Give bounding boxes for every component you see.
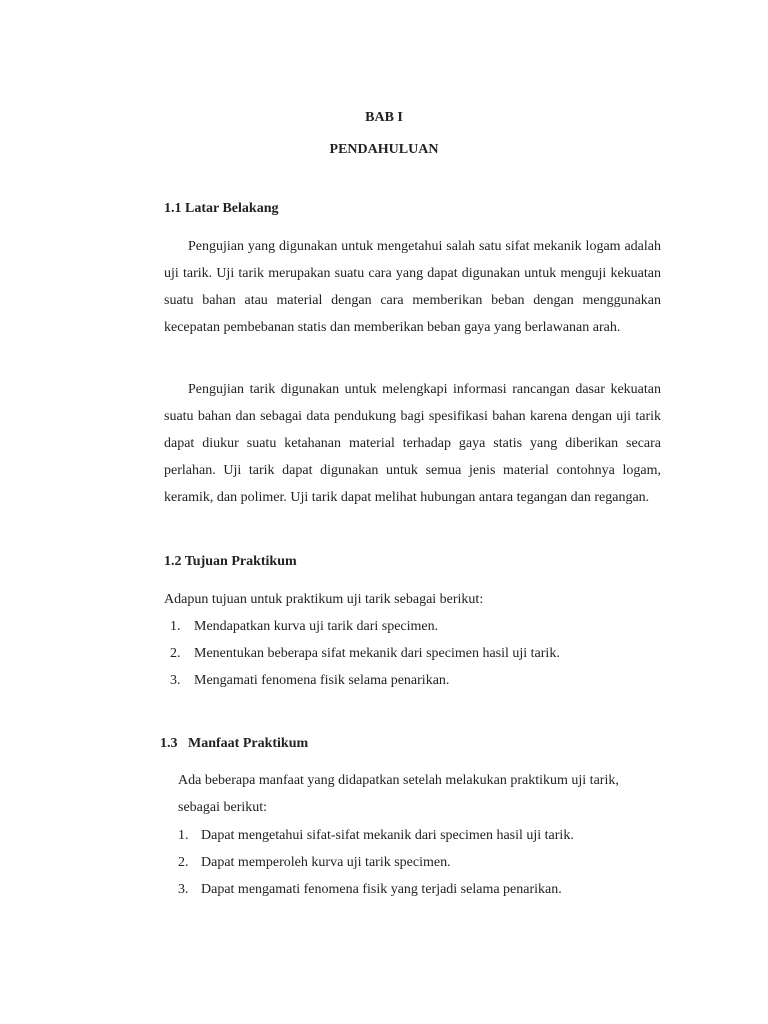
list-item-number: 1. bbox=[170, 619, 181, 634]
list-item-text: Dapat mengetahui sifat-sifat mekanik dari specimen hasil uji tarik. bbox=[201, 828, 574, 843]
manfaat-intro-line-1: Ada beberapa manfaat yang didapatkan setelah melakukan praktikum uji tarik, bbox=[178, 773, 619, 788]
list-item-number: 3. bbox=[178, 882, 189, 897]
list-item-text: Menentukan beberapa sifat mekanik dari specimen hasil uji tarik. bbox=[194, 646, 560, 661]
section-number: 1.3 bbox=[160, 736, 178, 751]
list-item-number: 1. bbox=[178, 828, 189, 843]
tujuan-intro: Adapun tujuan untuk praktikum uji tarik sebagai berikut: bbox=[164, 592, 484, 607]
manfaat-intro-line-2: sebagai berikut: bbox=[178, 800, 268, 815]
list-item-number: 2. bbox=[178, 855, 189, 870]
chapter-title: PENDAHULUAN bbox=[329, 142, 439, 157]
list-item-text: Dapat memperoleh kurva uji tarik specimen. bbox=[201, 855, 451, 870]
section-title: Manfaat Praktikum bbox=[188, 736, 309, 751]
list-item-text: Mendapatkan kurva uji tarik dari specimen. bbox=[194, 619, 439, 634]
list-item-number: 2. bbox=[170, 646, 181, 661]
chapter-label: BAB I bbox=[365, 110, 403, 125]
paragraph-1: Pengujian yang digunakan untuk mengetahui salah satu sifat mekanik logam adalah uji tarik. Uji tarik merupakan suatu cara yang dapat digunakan untuk menguji kekuatan suatu bahan atau material dengan cara memberikan beban dengan menggunakan kecepatan pembebanan statis dan memberikan beban gaya yang berlawanan arah. bbox=[164, 239, 661, 335]
paragraph-2: Pengujian tarik digunakan untuk melengkapi informasi rancangan dasar kekuatan suatu bahan dan sebagai data pendukung bagi spesifikasi bahan karena dengan uji tarik dapat diukur suatu ketahanan material terhadap gaya statis yang diberikan secara perlahan. Uji tarik dapat digunakan untuk semua jenis material contohnya logam, keramik, dan polimer. Uji tarik dapat melihat hubungan antara tegangan dan regangan. bbox=[164, 382, 661, 505]
list-item-number: 3. bbox=[170, 673, 181, 688]
list-item-text: Mengamati fenomena fisik selama penarikan. bbox=[194, 673, 450, 688]
list-item-text: Dapat mengamati fenomena fisik yang terjadi selama penarikan. bbox=[201, 882, 562, 897]
section-heading-tujuan: 1.2 Tujuan Praktikum bbox=[164, 554, 297, 569]
section-heading-latar-belakang: 1.1 Latar Belakang bbox=[164, 201, 279, 216]
